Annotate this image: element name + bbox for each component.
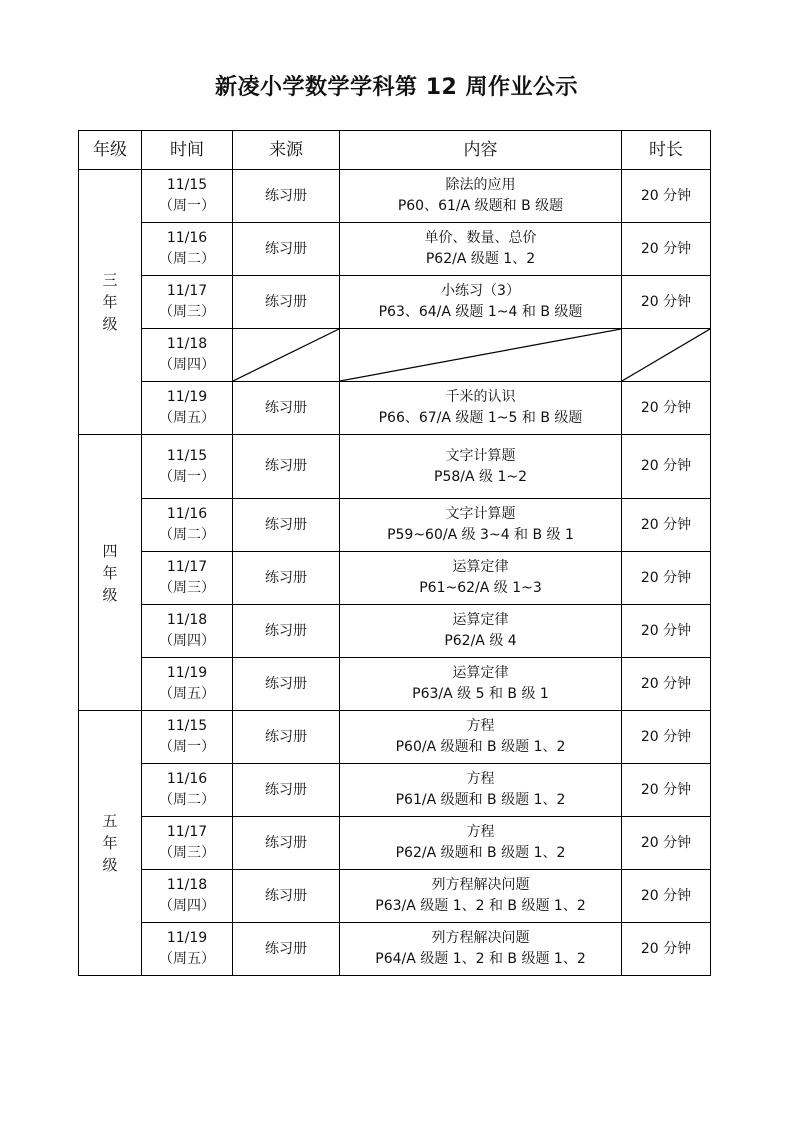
grade-label-char: 级: [102, 856, 118, 874]
date-cell: [142, 276, 233, 329]
date-text: 11/16: [166, 771, 208, 787]
content-cell: [340, 605, 622, 658]
grade-label-char: 年: [102, 563, 118, 582]
content-cell: [340, 499, 622, 552]
weekday-text: （周二）: [159, 251, 215, 267]
content-title: 运算定律: [452, 665, 509, 681]
duration-cell: 20 分钟: [622, 382, 711, 435]
weekday-text: （周四）: [159, 633, 215, 649]
content-cell: [340, 764, 622, 817]
source-cell: 练习册: [233, 923, 340, 976]
date-cell: [142, 552, 233, 605]
weekday-text: （周三）: [159, 580, 215, 596]
content-detail: P63/A 级题 1、2 和 B 级题 1、2: [375, 898, 586, 914]
grade-label-char: 三: [102, 271, 118, 289]
content-cell: [340, 817, 622, 870]
content-title: 除法的应用: [445, 177, 516, 193]
source-cell: 练习册: [233, 605, 340, 658]
content-detail: P62/A 级 4: [444, 633, 517, 649]
duration-cell: 20 分钟: [622, 817, 711, 870]
content-title: 小练习（3）: [441, 283, 520, 299]
weekday-text: （周五）: [159, 686, 215, 702]
content-title: 单价、数量、总价: [424, 230, 537, 246]
content-title: 方程: [466, 824, 495, 840]
diagonal-line-icon: [340, 329, 621, 381]
content-detail: P61~62/A 级 1~3: [419, 580, 542, 596]
date-text: 11/17: [166, 283, 208, 299]
table-row: [79, 435, 711, 499]
table-row: [79, 870, 711, 923]
diagonal-line-icon: [622, 329, 710, 381]
content-cell: [340, 170, 622, 223]
weekday-text: （周二）: [159, 792, 215, 808]
source-cell: 练习册: [233, 382, 340, 435]
content-title: 运算定律: [452, 612, 509, 628]
date-text: 11/17: [166, 824, 208, 840]
content-detail: P60、61/A 级题和 B 级题: [397, 198, 564, 214]
weekday-text: （周三）: [159, 845, 215, 861]
grade-cell: [79, 711, 142, 976]
content-cell: [340, 223, 622, 276]
content-title: 方程: [466, 771, 495, 787]
date-text: 11/16: [166, 506, 208, 522]
content-cell: [340, 658, 622, 711]
date-text: 11/18: [166, 336, 208, 352]
page-title: 新凌小学数学学科第 12 周作业公示: [215, 75, 578, 100]
date-text: 11/19: [166, 930, 208, 946]
grade-cell: [79, 170, 142, 435]
table-row: [79, 499, 711, 552]
table-row: [79, 817, 711, 870]
date-cell: [142, 329, 233, 382]
content-title: 列方程解决问题: [431, 930, 530, 946]
source-cell: 练习册: [233, 499, 340, 552]
content-detail: P61/A 级题和 B 级题 1、2: [395, 792, 566, 808]
content-cell: [340, 552, 622, 605]
content-cell: [340, 276, 622, 329]
duration-cell: 20 分钟: [622, 499, 711, 552]
content-cell-empty: [340, 329, 622, 382]
date-cell: [142, 499, 233, 552]
date-cell: [142, 764, 233, 817]
content-title: 列方程解决问题: [431, 877, 530, 893]
date-cell: [142, 170, 233, 223]
content-detail: P63/A 级 5 和 B 级 1: [412, 686, 549, 702]
date-cell: [142, 658, 233, 711]
grade-label-char: 级: [102, 315, 118, 333]
header-content: 内容: [340, 131, 622, 170]
header-duration: 时长: [622, 131, 711, 170]
source-cell: 练习册: [233, 276, 340, 329]
date-text: 11/16: [166, 230, 208, 246]
duration-cell-empty: [622, 329, 711, 382]
date-text: 11/19: [166, 389, 208, 405]
date-cell: [142, 435, 233, 499]
content-cell: [340, 382, 622, 435]
content-cell: [340, 435, 622, 499]
content-detail: P62/A 级题 1、2: [425, 251, 536, 267]
content-title: 方程: [466, 718, 495, 734]
content-detail: P60/A 级题和 B 级题 1、2: [395, 739, 566, 755]
table-row: [79, 170, 711, 223]
weekday-text: （周三）: [159, 304, 215, 320]
date-cell: [142, 382, 233, 435]
source-cell: 练习册: [233, 817, 340, 870]
source-cell: 练习册: [233, 658, 340, 711]
weekday-text: （周一）: [159, 468, 215, 485]
date-cell: [142, 223, 233, 276]
content-cell: [340, 711, 622, 764]
date-cell: [142, 923, 233, 976]
grade-label-char: 年: [102, 293, 118, 311]
source-cell: 练习册: [233, 223, 340, 276]
duration-cell: 20 分钟: [622, 170, 711, 223]
content-detail: P59~60/A 级 3~4 和 B 级 1: [387, 527, 574, 543]
table-row: [79, 276, 711, 329]
weekday-text: （周五）: [159, 951, 215, 967]
content-cell: [340, 923, 622, 976]
table-row: [79, 329, 711, 382]
header-date: 时间: [142, 131, 233, 170]
source-cell-empty: [233, 329, 340, 382]
source-cell: 练习册: [233, 435, 340, 499]
date-text: 11/15: [166, 718, 208, 734]
date-text: 11/15: [166, 447, 208, 464]
content-detail: P66、67/A 级题 1~5 和 B 级题: [378, 410, 583, 426]
table-row: [79, 764, 711, 817]
date-text: 11/17: [166, 559, 208, 575]
content-title: 文字计算题: [445, 506, 516, 522]
weekday-text: （周一）: [159, 198, 215, 214]
duration-cell: 20 分钟: [622, 276, 711, 329]
weekday-text: （周四）: [159, 357, 215, 373]
duration-cell: 20 分钟: [622, 605, 711, 658]
content-title: 文字计算题: [445, 447, 516, 464]
source-cell: 练习册: [233, 870, 340, 923]
table-body: [79, 170, 711, 976]
homework-table: [78, 130, 711, 976]
grade-label-char: 级: [102, 585, 118, 604]
date-text: 11/18: [166, 612, 208, 628]
duration-cell: 20 分钟: [622, 435, 711, 499]
content-detail: P63、64/A 级题 1~4 和 B 级题: [378, 304, 583, 320]
source-cell: 练习册: [233, 711, 340, 764]
duration-cell: 20 分钟: [622, 223, 711, 276]
weekday-text: （周四）: [159, 898, 215, 914]
header-source: 来源: [233, 131, 340, 170]
source-cell: 练习册: [233, 170, 340, 223]
table-row: [79, 711, 711, 764]
content-title: 千米的认识: [445, 389, 516, 405]
source-cell: 练习册: [233, 552, 340, 605]
duration-cell: 20 分钟: [622, 923, 711, 976]
table-row: [79, 605, 711, 658]
duration-cell: 20 分钟: [622, 658, 711, 711]
weekday-text: （周五）: [159, 410, 215, 426]
duration-cell: 20 分钟: [622, 552, 711, 605]
duration-cell: 20 分钟: [622, 870, 711, 923]
date-text: 11/15: [166, 177, 208, 193]
date-cell: [142, 711, 233, 764]
grade-label-char: 年: [102, 834, 118, 852]
table-row: [79, 552, 711, 605]
weekday-text: （周二）: [159, 527, 215, 543]
content-title: 运算定律: [452, 559, 509, 575]
source-cell: 练习册: [233, 764, 340, 817]
content-cell: [340, 870, 622, 923]
content-detail: P62/A 级题和 B 级题 1、2: [395, 845, 566, 861]
date-cell: [142, 817, 233, 870]
table-row: [79, 382, 711, 435]
date-text: 11/19: [166, 665, 208, 681]
weekday-text: （周一）: [159, 739, 215, 755]
table-row: [79, 658, 711, 711]
date-cell: [142, 870, 233, 923]
date-cell: [142, 605, 233, 658]
duration-cell: 20 分钟: [622, 764, 711, 817]
header-grade: 年级: [79, 131, 142, 170]
date-text: 11/18: [166, 877, 208, 893]
content-detail: P58/A 级 1~2: [434, 468, 527, 485]
table-header-row: [79, 131, 711, 170]
diagonal-line-icon: [233, 329, 339, 381]
grade-label-char: 五: [102, 812, 118, 830]
duration-cell: 20 分钟: [622, 711, 711, 764]
table-row: [79, 923, 711, 976]
content-detail: P64/A 级题 1、2 和 B 级题 1、2: [375, 951, 586, 967]
grade-label-char: 四: [102, 541, 118, 560]
table-row: [79, 223, 711, 276]
grade-cell: [79, 435, 142, 711]
